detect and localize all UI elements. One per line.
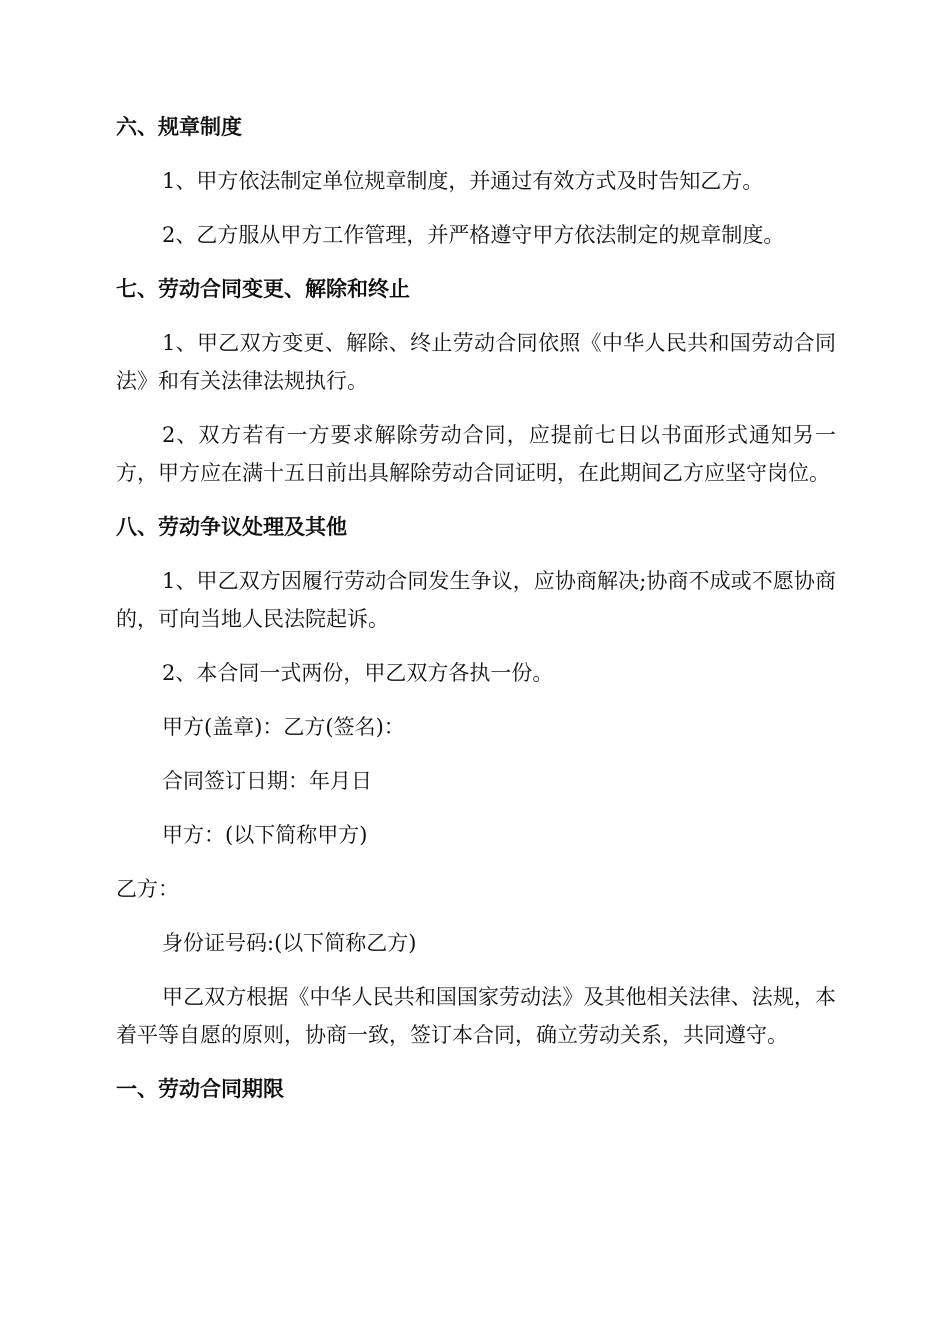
section-heading-rules: 六、规章制度 [116, 115, 242, 139]
paragraph-rules-2: 2、乙方服从甲方工作管理，并严格遵守甲方依法制定的规章制度。 [162, 223, 785, 247]
paragraph-contract-change-2: 2、双方若有一方要求解除劳动合同，应提前七日以书面形式通知另一方，甲方应在满十五日前出具解除劳动合同证明，在此期间乙方应坚守岗位。 [116, 423, 836, 485]
id-number-line: 身份证号码:(以下简称乙方) [162, 931, 417, 955]
section-heading-dispute: 八、劳动争议处理及其他 [116, 515, 347, 539]
signature-parties-line: 甲方(盖章)：乙方(签名)： [162, 715, 405, 739]
contract-intro-paragraph: 甲乙双方根据《中华人民共和国国家劳动法》及其他相关法律、法规，本着平等自愿的原则，协商一致，签订本合同，确立劳动关系，共同遵守。 [116, 985, 836, 1047]
section-heading-contract-change: 七、劳动合同变更、解除和终止 [116, 277, 410, 301]
paragraph-dispute-2: 2、本合同一式两份，甲乙双方各执一份。 [162, 661, 554, 685]
document-page [116, 108, 836, 1124]
section-heading-contract-term: 一、劳动合同期限 [116, 1077, 284, 1101]
paragraph-dispute-1: 1、甲乙双方因履行劳动合同发生争议，应协商解决;协商不成或不愿协商的，可向当地人民法院起诉。 [116, 569, 836, 631]
signature-date-line: 合同签订日期：年月日 [162, 769, 372, 793]
paragraph-contract-change-1: 1、甲乙双方变更、解除、终止劳动合同依照《中华人民共和国劳动合同法》和有关法律法规执行。 [116, 331, 836, 393]
paragraph-rules-1: 1、甲方依法制定单位规章制度，并通过有效方式及时告知乙方。 [162, 169, 764, 193]
party-b-line: 乙方： [116, 877, 179, 901]
party-a-line: 甲方：(以下简称甲方) [162, 823, 368, 847]
